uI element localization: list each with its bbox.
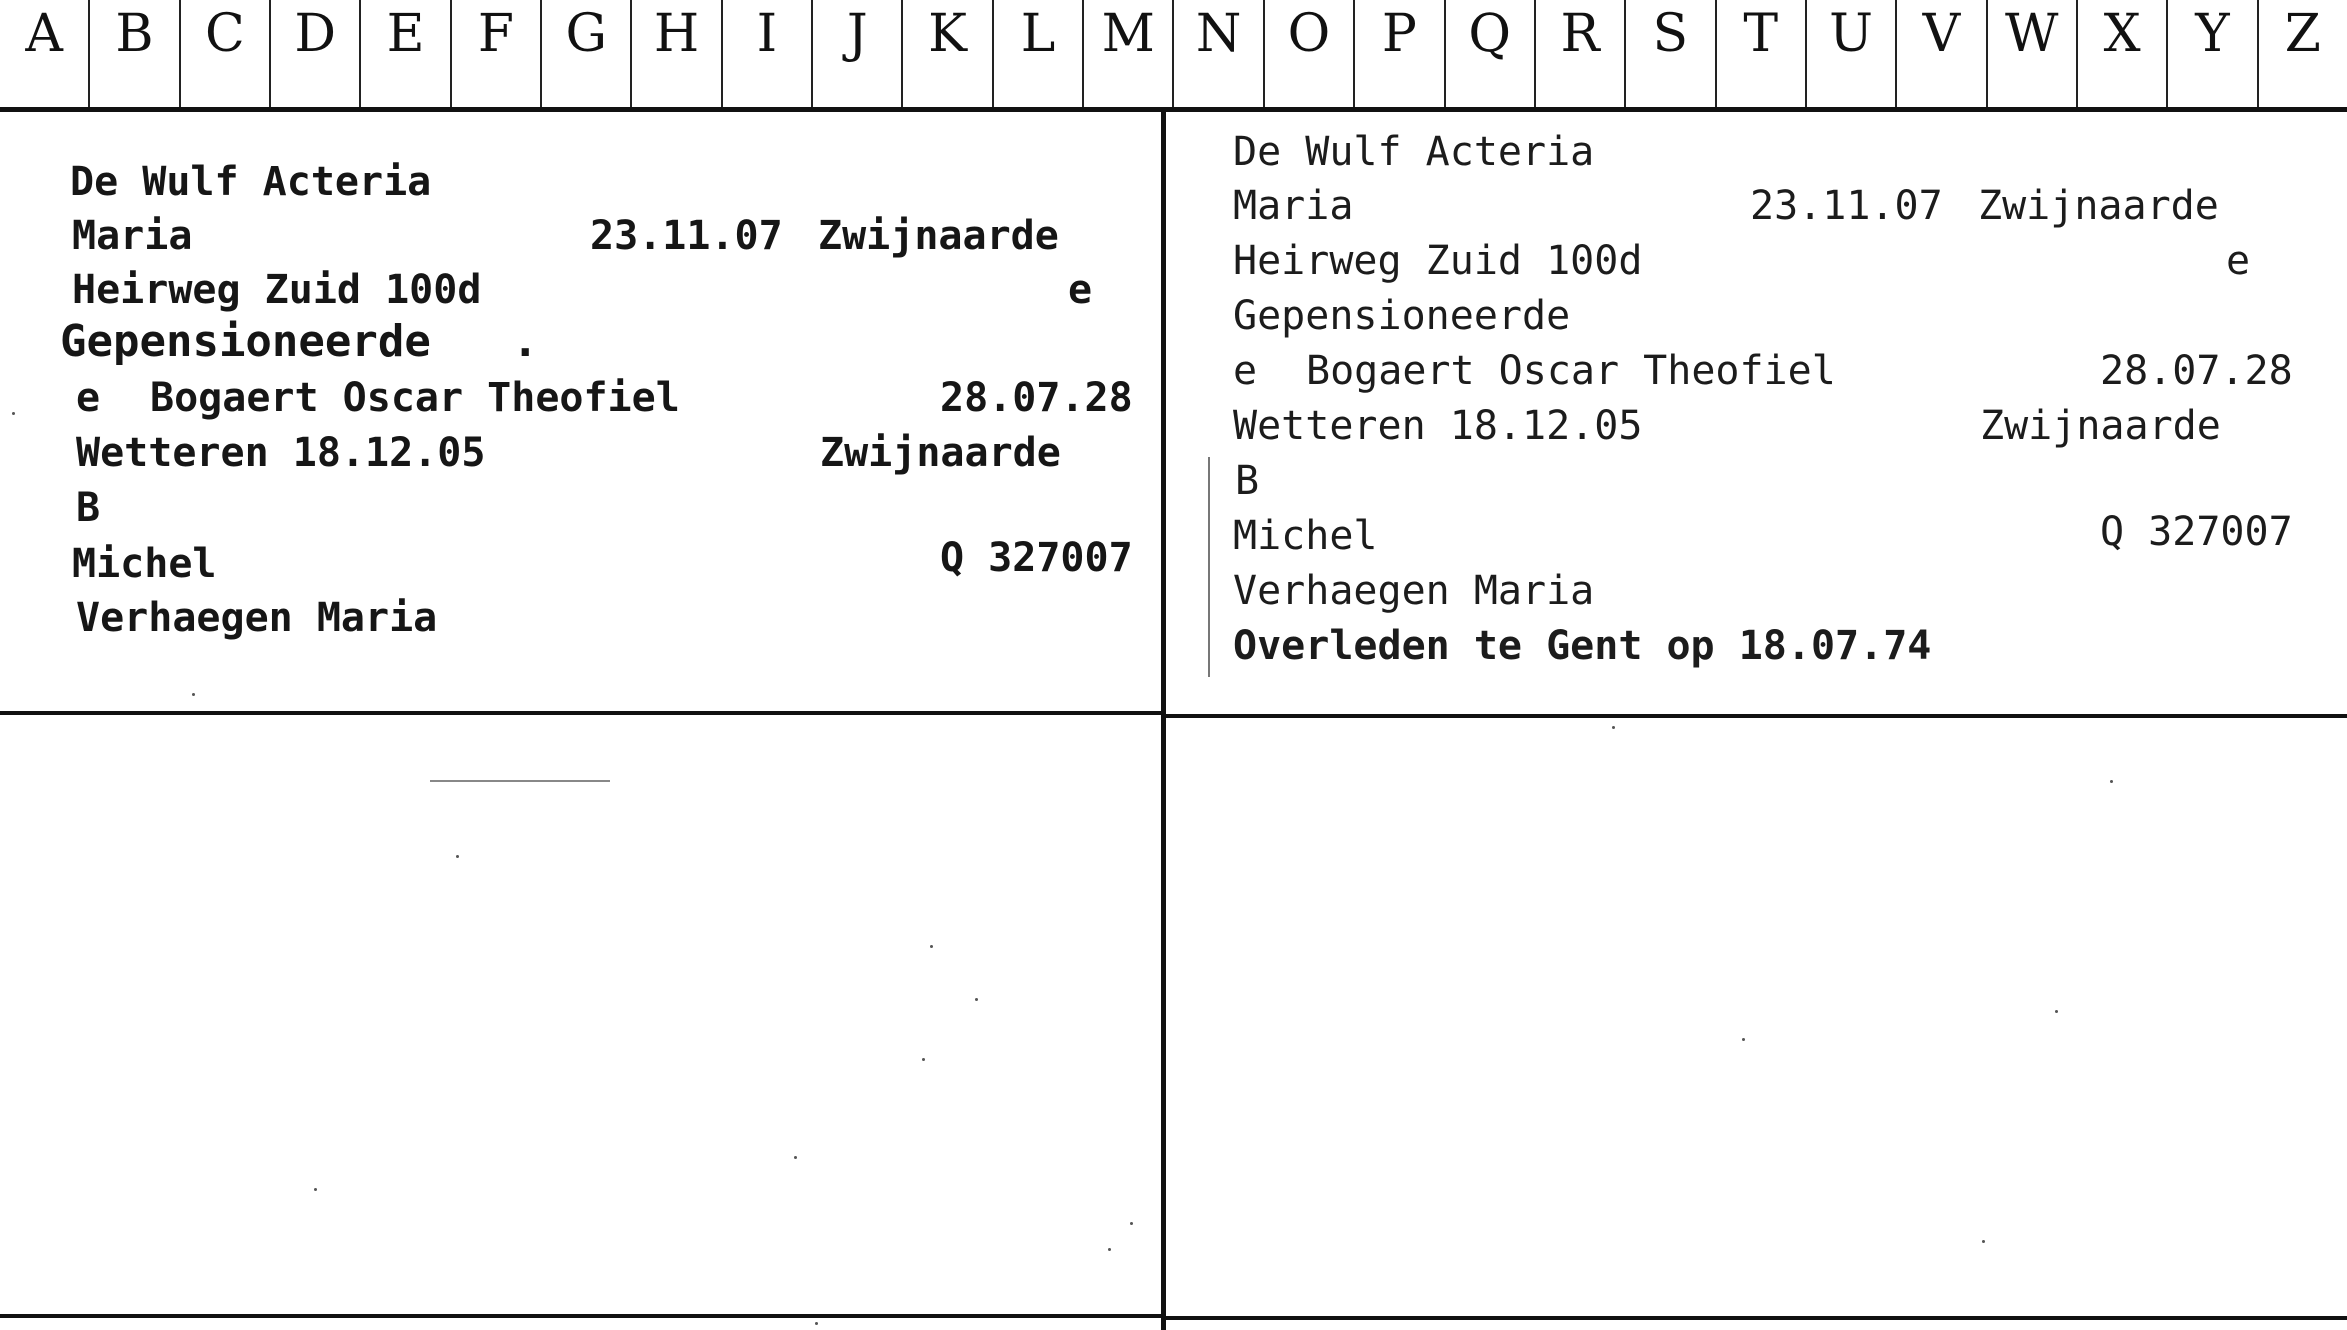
- ruler-cell-o: [1263, 0, 1353, 107]
- ruler-letter: W: [2005, 4, 2059, 64]
- ruler-cell-h: [630, 0, 720, 107]
- scan-speck: [794, 1156, 797, 1159]
- ruler-letter: R: [1560, 4, 1600, 64]
- ruler-cell-p: [1353, 0, 1443, 107]
- ruler-cell-d: [269, 0, 359, 107]
- scan-speck: [12, 412, 15, 415]
- ruler-cell-b: [88, 0, 178, 107]
- card-address: Heirweg Zuid 100d: [72, 267, 482, 313]
- ruler-letter: Q: [1468, 4, 1511, 64]
- ruler-letter: L: [1020, 4, 1056, 64]
- card-marriage-date: 28.07.28: [940, 375, 1133, 421]
- scan-mark: [430, 780, 610, 782]
- ruler-cell-w: [1986, 0, 2076, 107]
- alphabet-ruler: [0, 0, 2347, 112]
- card-divider-horizontal-left: [0, 711, 1161, 715]
- ruler-cell-t: [1715, 0, 1805, 107]
- index-card-right: [1166, 117, 2347, 714]
- ruler-letter: C: [204, 4, 245, 64]
- ruler-cell-g: [540, 0, 630, 107]
- card-code-letter: B: [1235, 458, 1260, 504]
- card-spouse-prefix: e: [1233, 348, 1258, 394]
- card-spouse-name: Bogaert Oscar Theofiel: [1306, 348, 1836, 394]
- scan-speck: [314, 1188, 317, 1191]
- ruler-letter: M: [1101, 4, 1155, 64]
- card-occupation: Gepensioneerde: [1233, 293, 1571, 339]
- ruler-letter: T: [1743, 4, 1779, 64]
- card-birth-date: 23.11.07: [1750, 183, 1943, 229]
- card-address-mark: e: [2226, 238, 2251, 284]
- card-spouse-prefix: e: [76, 375, 101, 421]
- card-parent-name: Verhaegen Maria: [1233, 568, 1595, 614]
- card-marriage-date: 28.07.28: [2100, 348, 2293, 394]
- ruler-letter: P: [1381, 4, 1417, 64]
- scan-speck: [2055, 1010, 2058, 1013]
- card-address-mark: e: [1068, 267, 1093, 313]
- page-bottom-line-left: [0, 1314, 1161, 1318]
- card-occupation-mark: .: [512, 316, 539, 367]
- scan-speck: [456, 855, 459, 858]
- ruler-cell-q: [1444, 0, 1534, 107]
- ruler-letter: H: [653, 4, 700, 64]
- ruler-letter: E: [386, 4, 425, 64]
- card-spouse-name: Bogaert Oscar Theofiel: [150, 375, 680, 421]
- ruler-cell-k: [901, 0, 991, 107]
- scan-speck: [192, 693, 195, 696]
- ruler-letter: A: [25, 4, 63, 64]
- scan-speck: [1982, 1240, 1985, 1243]
- card-child-name: Michel: [72, 541, 217, 587]
- ruler-cell-i: [721, 0, 811, 107]
- ruler-letter: O: [1287, 4, 1331, 64]
- ruler-cell-y: [2166, 0, 2256, 107]
- scan-scratch: [1208, 457, 1210, 677]
- ruler-cell-n: [1172, 0, 1262, 107]
- ruler-letter: F: [477, 4, 514, 64]
- card-death-note: Overleden te Gent op 18.07.74: [1233, 623, 1932, 669]
- ruler-letter: V: [1922, 4, 1961, 64]
- ruler-letter: N: [1195, 4, 1242, 64]
- ruler-cell-s: [1624, 0, 1714, 107]
- card-first-name: Maria: [1233, 183, 1354, 229]
- scan-speck: [2110, 780, 2113, 783]
- card-birth-date: 23.11.07: [590, 213, 783, 259]
- ruler-cell-a: [0, 0, 88, 107]
- scan-speck: [1612, 726, 1615, 729]
- ruler-letter: S: [1652, 4, 1689, 64]
- ruler-letter: Z: [2284, 4, 2321, 64]
- ruler-cell-m: [1082, 0, 1172, 107]
- ruler-cell-l: [992, 0, 1082, 107]
- ruler-cell-r: [1534, 0, 1624, 107]
- scan-speck: [815, 1322, 818, 1325]
- card-first-name: Maria: [72, 213, 193, 259]
- scan-speck: [975, 998, 978, 1001]
- ruler-letter: K: [928, 4, 968, 64]
- ruler-cell-e: [359, 0, 449, 107]
- page-bottom-line-right: [1166, 1316, 2347, 1320]
- card-code-letter: B: [76, 485, 101, 531]
- card-birth-place: Zwijnaarde: [818, 213, 1059, 259]
- index-card-left: [0, 117, 1161, 711]
- ruler-letter: Y: [2195, 4, 2230, 64]
- card-reference: Q 327007: [2100, 509, 2293, 555]
- scan-speck: [1130, 1222, 1133, 1225]
- ruler-cell-c: [179, 0, 269, 107]
- card-spouse-origin: Wetteren 18.12.05: [76, 430, 486, 476]
- card-name-line: De Wulf Acteria: [70, 159, 432, 205]
- ruler-cell-j: [811, 0, 901, 107]
- scan-speck: [1742, 1038, 1745, 1041]
- card-divider-horizontal-right: [1166, 714, 2347, 718]
- scan-speck: [1108, 1248, 1111, 1251]
- ruler-letter: I: [756, 4, 778, 64]
- ruler-letter: B: [115, 4, 154, 64]
- card-marriage-place: Zwijnaarde: [1980, 403, 2221, 449]
- card-name-line: De Wulf Acteria: [1233, 129, 1595, 175]
- ruler-letter: G: [565, 4, 607, 64]
- card-parent-name: Verhaegen Maria: [76, 595, 438, 641]
- scan-speck: [922, 1058, 925, 1061]
- card-reference: Q 327007: [940, 535, 1133, 581]
- card-occupation: Gepensioneerde: [60, 316, 431, 367]
- ruler-letter: X: [2103, 4, 2141, 64]
- ruler-cell-f: [450, 0, 540, 107]
- scan-speck: [930, 945, 933, 948]
- card-marriage-place: Zwijnaarde: [820, 430, 1061, 476]
- ruler-letter: J: [846, 4, 868, 64]
- card-child-name: Michel: [1233, 513, 1378, 559]
- ruler-cell-x: [2076, 0, 2166, 107]
- ruler-cell-v: [1895, 0, 1985, 107]
- card-address: Heirweg Zuid 100d: [1233, 238, 1643, 284]
- card-spouse-origin: Wetteren 18.12.05: [1233, 403, 1643, 449]
- ruler-letter: D: [294, 4, 337, 64]
- ruler-letter: U: [1829, 4, 1873, 64]
- ruler-cell-z: [2257, 0, 2347, 107]
- card-birth-place: Zwijnaarde: [1978, 183, 2219, 229]
- ruler-cell-u: [1805, 0, 1895, 107]
